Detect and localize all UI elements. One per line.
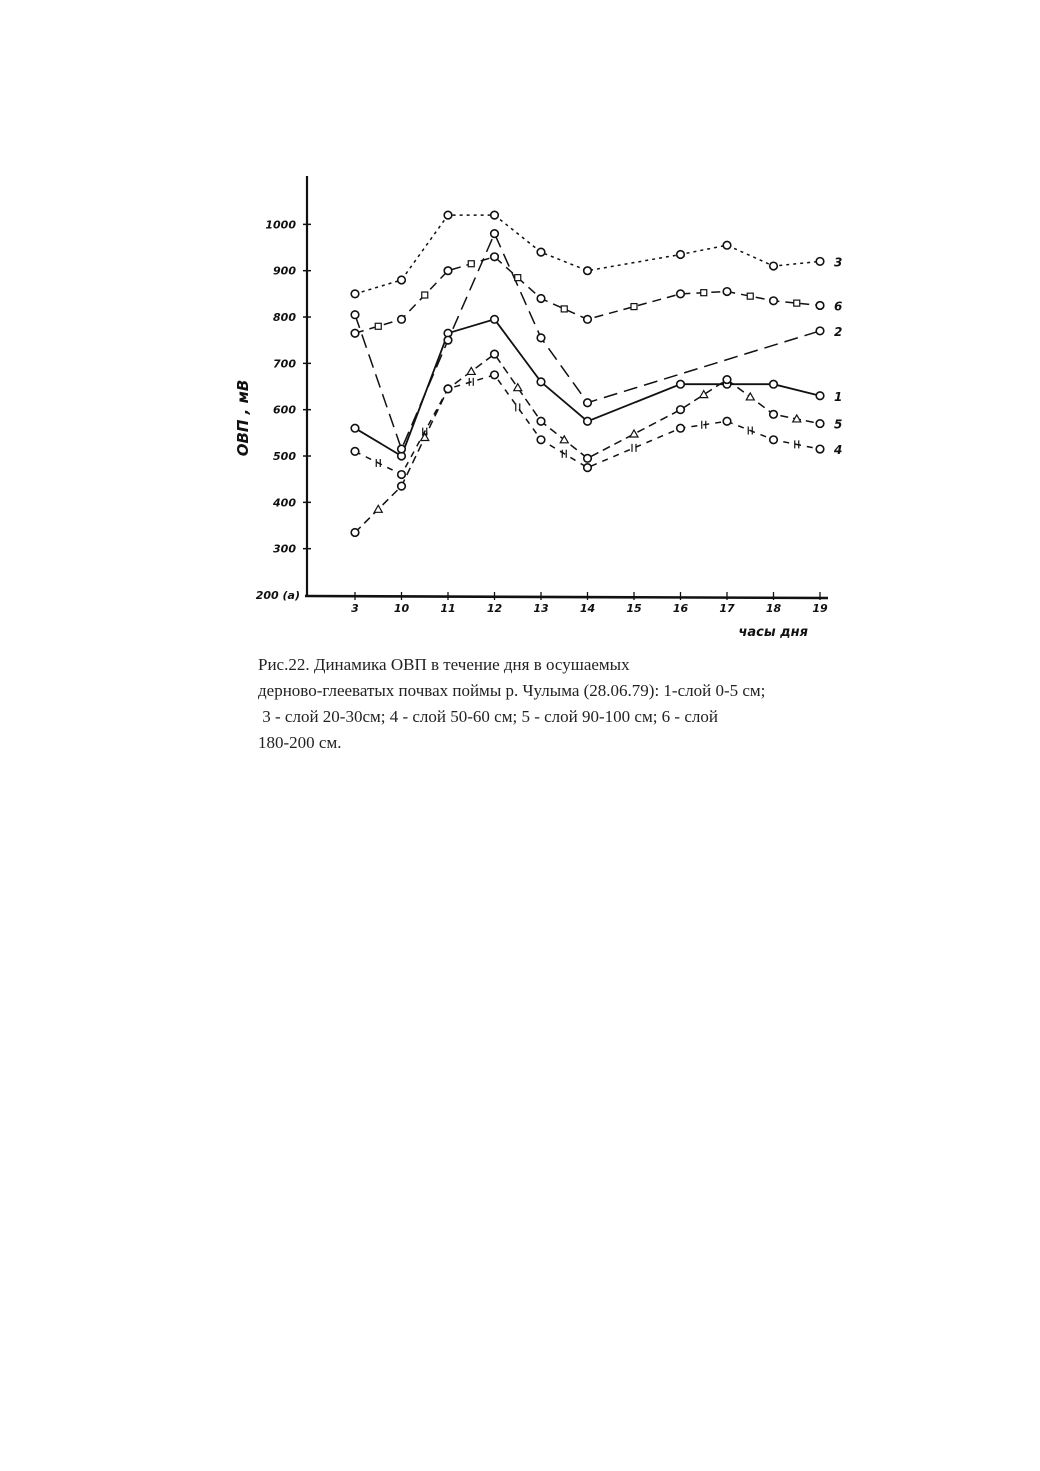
- x-axis-line: [305, 596, 828, 598]
- series-6-point-5: [584, 316, 592, 324]
- series-6-decor-5: [631, 304, 637, 310]
- series-6-point-8: [770, 297, 778, 305]
- series-3-point-4: [537, 248, 545, 256]
- series-4-point-4: [537, 436, 545, 444]
- y-tick-label-1000: 1000: [265, 218, 296, 232]
- y-zero-label: 200 (а): [255, 589, 300, 602]
- x-tick-label-12: 12: [486, 602, 503, 615]
- y-tick-label-500: 500: [273, 450, 296, 464]
- chart-axes: [234, 176, 828, 640]
- chart-series: [351, 211, 824, 536]
- series-6-decor-3: [515, 275, 521, 281]
- series-2-point-6: [816, 327, 824, 335]
- series-3: [351, 211, 824, 297]
- series-5-decor-0: [374, 505, 382, 512]
- series-5-point-9: [816, 420, 824, 428]
- series-5-point-3: [491, 350, 499, 358]
- series-5-decor-6: [700, 391, 708, 398]
- x-tick-label-11: 11: [440, 602, 456, 615]
- series-label-4: 4: [834, 443, 843, 458]
- x-tick-label-15: 15: [626, 602, 642, 615]
- series-4-decor-3: [516, 403, 520, 411]
- series-5-point-0: [351, 529, 359, 537]
- series-3-point-0: [351, 290, 359, 298]
- series-6: [351, 253, 824, 337]
- series-6-decor-4: [561, 306, 567, 312]
- series-5-point-5: [584, 455, 592, 463]
- series-1-point-4: [537, 378, 545, 386]
- series-3-point-2: [444, 211, 452, 219]
- series-2-point-5: [584, 399, 592, 407]
- series-6-decor-8: [794, 300, 800, 306]
- series-label-5: 5: [834, 417, 843, 432]
- x-tick-label-10: 10: [393, 602, 410, 615]
- series-5-decor-5: [630, 430, 638, 437]
- chart-labels: [833, 255, 842, 457]
- series-4-point-9: [816, 445, 824, 453]
- x-tick-label-19: 19: [812, 602, 828, 615]
- series-1-point-8: [770, 380, 778, 388]
- series-2-point-3: [491, 230, 499, 238]
- series-5-point-8: [770, 411, 778, 419]
- series-3-point-7: [723, 241, 731, 249]
- series-2-point-4: [537, 334, 545, 342]
- series-3-point-1: [398, 276, 406, 284]
- series-6-decor-1: [422, 292, 428, 298]
- series-label-1: 1: [834, 389, 843, 404]
- caption-line-1: Рис.22. Динамика ОВП в течение дня в осушаемых: [258, 655, 630, 674]
- series-4-point-8: [770, 436, 778, 444]
- x-axis-title: часы дня: [738, 625, 808, 640]
- series-4-point-3: [491, 371, 499, 379]
- series-6-point-3: [491, 253, 499, 261]
- y-tick-label-600: 600: [273, 403, 296, 417]
- series-6-point-2: [444, 267, 452, 275]
- x-tick-label-9: 3: [351, 602, 359, 615]
- series-6-point-0: [351, 329, 359, 337]
- series-6-point-4: [537, 295, 545, 303]
- ovp-chart: [0, 0, 1040, 660]
- y-tick-label-800: 800: [273, 311, 296, 325]
- series-3-point-6: [677, 251, 685, 259]
- series-1-point-9: [816, 392, 824, 400]
- series-4-point-5: [584, 464, 592, 472]
- series-5-point-7: [723, 376, 731, 384]
- caption-line-3: 3 - слой 20-30см; 4 - слой 50-60 см; 5 - слой 90-100 см; 6 - слой: [258, 707, 718, 726]
- series-label-2: 2: [834, 324, 843, 339]
- figure-caption: [258, 652, 918, 756]
- series-1-point-5: [584, 417, 592, 425]
- x-tick-label-13: 13: [533, 602, 549, 615]
- series-1-point-0: [351, 424, 359, 432]
- x-tick-label-16: 16: [672, 602, 689, 615]
- series-6-decor-7: [747, 293, 753, 299]
- series-1-point-3: [491, 316, 499, 324]
- series-6-point-7: [723, 288, 731, 296]
- series-6-decor-2: [468, 261, 474, 267]
- series-4-point-6: [677, 424, 685, 432]
- x-tick-label-17: 17: [719, 602, 735, 615]
- series-3-line: [355, 215, 820, 294]
- series-2-point-0: [351, 311, 359, 319]
- series-4-point-0: [351, 448, 359, 456]
- series-3-point-9: [816, 258, 824, 266]
- series-3-point-5: [584, 267, 592, 275]
- series-1-point-6: [677, 380, 685, 388]
- y-tick-label-900: 900: [273, 264, 296, 278]
- series-6-decor-6: [701, 290, 707, 296]
- series-5-decor-1: [421, 433, 429, 440]
- y-tick-label-400: 400: [273, 496, 296, 510]
- series-6-point-9: [816, 302, 824, 310]
- series-5-decor-7: [746, 393, 754, 400]
- series-5-point-4: [537, 417, 545, 425]
- series-label-6: 6: [834, 299, 843, 314]
- x-tick-label-18: 18: [765, 602, 782, 615]
- y-tick-label-300: 300: [273, 542, 296, 556]
- series-4-point-1: [398, 471, 406, 479]
- series-4-point-2: [444, 385, 452, 393]
- series-5-line: [355, 354, 820, 532]
- series-3-point-3: [491, 211, 499, 219]
- series-5-decor-2: [467, 367, 475, 374]
- series-2-point-1: [398, 445, 406, 453]
- series-4-decor-5: [632, 444, 636, 452]
- y-tick-label-700: 700: [273, 357, 296, 371]
- series-6-decor-0: [375, 323, 381, 329]
- caption-line-2: дерново-глееватых почвах поймы р. Чулыма (28.06.79): 1-слой 0-5 см;: [258, 681, 766, 700]
- y-axis-title: ОВП , мВ: [234, 379, 252, 457]
- series-4-point-7: [723, 417, 731, 425]
- series-6-point-6: [677, 290, 685, 298]
- series-5-point-1: [398, 482, 406, 490]
- series-5-decor-3: [514, 384, 522, 391]
- series-2-point-2: [444, 336, 452, 344]
- series-5: [351, 350, 824, 536]
- series-3-point-8: [770, 262, 778, 270]
- series-5-point-6: [677, 406, 685, 414]
- x-tick-label-14: 14: [579, 602, 596, 615]
- caption-line-4: 180-200 см.: [258, 733, 342, 752]
- series-6-point-1: [398, 316, 406, 324]
- series-label-3: 3: [834, 255, 843, 270]
